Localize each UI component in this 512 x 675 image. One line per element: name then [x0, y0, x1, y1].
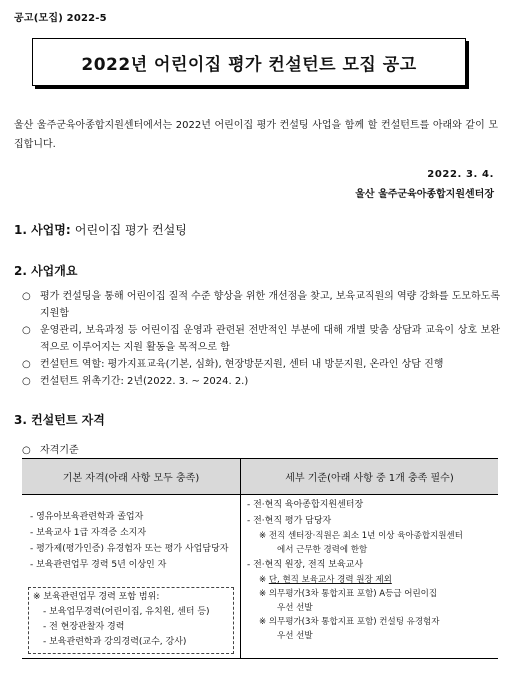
circle-bullet-icon: ○: [22, 445, 31, 456]
note-text: ※ 전직 센터장·직원은 최소 1년 이상 육아종합지원센터: [259, 531, 463, 541]
note-text: 우선 선발: [277, 631, 313, 641]
title-text: 2022년 어린이집 평가 컨설턴트 모집 공고: [81, 54, 417, 75]
table-header-row: [22, 459, 498, 495]
section-3-heading: 3. 컨설턴트 자격: [14, 413, 105, 427]
criteria-label: [22, 441, 79, 456]
list-item-text: 컨설턴트 위촉기간: 2년(2022. 3. ~ 2024. 2.): [40, 376, 249, 387]
overview-list: [22, 288, 500, 390]
organization-signature: 울산 울주군육아종합지원센터장: [355, 189, 494, 200]
intro-paragraph: 울산 울주군육아종합지원센터에서는 2022년 어린이집 평가 컨설팅 사업을 함께 할 컨설턴트를 아래와 같이 모집합니다.: [14, 120, 498, 150]
table-row: [22, 495, 498, 659]
note-text: 우선 선발: [277, 603, 313, 613]
section-1-heading: [14, 221, 187, 238]
criteria-label-text: 자격기준: [40, 445, 79, 456]
list-item: - 보육관련업무 경력 5년 이상인 자: [30, 560, 167, 570]
list-item: - 평가제(평가인증) 유경험자 또는 평가 사업담당자: [30, 544, 229, 554]
section-2-heading: 2. 사업개요: [14, 264, 78, 278]
list-item: - 보육관련학과 강의경력(교수, 강사): [43, 637, 187, 647]
circle-bullet-icon: ○: [22, 325, 31, 336]
list-item-text: 운영관리, 보육과정 등 어린이집 운영과 관련된 전반적인 부분에 대해 개별 맞춤 상담과 교육이 상호 보완적으로 이루어지는 지원 활동을 목적으로 함: [40, 325, 500, 353]
list-item: [22, 356, 500, 373]
note-text: ※ 의무평가(3차 통합지표 포함) A등급 어린이집: [259, 589, 438, 599]
section-1-label: 1. 사업명:: [14, 223, 71, 237]
note-title: ※ 보육관련업무 경력 포함 범위:: [33, 592, 160, 602]
list-item: - 전·현직 육아종합지원센터장: [247, 500, 364, 510]
circle-bullet-icon: ○: [22, 359, 31, 370]
announcement-date: 2022. 3. 4.: [427, 169, 494, 180]
note-underlined-text: 단, 현직 보육교사 경력 원장 제외: [268, 575, 392, 585]
detailed-criteria-header: 세부 기준(아래 사항 중 1개 충족 필수): [241, 459, 499, 495]
list-item-text: 컨설턴트 역할: 평가지표교육(기본, 심화), 현장방문지원, 센터 내 방문지원, 온라인 상담 진행: [40, 359, 444, 370]
list-item: [22, 288, 500, 322]
basic-qualification-cell: [22, 495, 241, 659]
career-scope-note-box: [28, 587, 234, 654]
list-item: - 영유아보육관련학과 졸업자: [30, 512, 144, 522]
list-item: - 보육업무경력(어린이집, 유치원, 센터 등): [43, 607, 210, 617]
notice-number: 공고(모집) 2022-5: [14, 13, 107, 24]
note-text: 에서 근무한 경력에 한함: [277, 545, 368, 555]
section-1-value: 어린이집 평가 컨설팅: [74, 223, 187, 237]
qualification-table: [22, 458, 498, 659]
list-item: [22, 373, 500, 390]
circle-bullet-icon: ○: [22, 376, 31, 387]
list-item: - 전·현직 평가 담당자: [247, 516, 332, 526]
list-item-text: 평가 컨설팅을 통해 어린이집 질적 수준 향상을 위한 개선점을 찾고, 보육교직원의 역량 강화를 도모하도록 지원함: [40, 291, 500, 319]
note-text: [247, 573, 494, 587]
note-text: ※ 의무평가(3차 통합지표 포함) 컨설팅 유경험자: [259, 617, 440, 627]
detailed-criteria-cell: [241, 495, 499, 659]
circle-bullet-icon: ○: [22, 291, 31, 302]
list-item: - 보육교사 1급 자격증 소지자: [30, 528, 147, 538]
document-title: [32, 38, 466, 86]
list-item: [22, 322, 500, 356]
note-mark: ※: [259, 575, 267, 585]
list-item: - 전·현직 원장, 전직 보육교사: [247, 560, 364, 570]
basic-qualification-header: 기본 자격(아래 사항 모두 충족): [22, 459, 241, 495]
list-item: - 전 현장관찰자 경력: [43, 622, 125, 632]
